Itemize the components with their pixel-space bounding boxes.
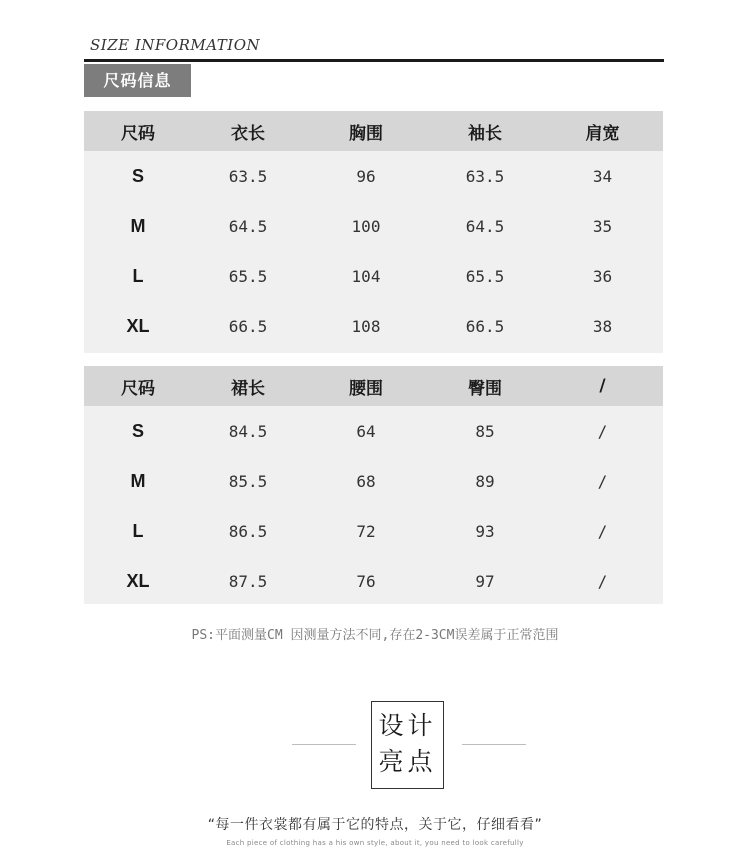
value-cell: 72 xyxy=(356,521,376,541)
header-cell: 尺码 xyxy=(121,378,155,399)
top-size-table-header xyxy=(84,111,663,151)
size-cell: L xyxy=(132,265,144,286)
value-cell: 86.5 xyxy=(228,521,268,541)
value-cell: 96 xyxy=(356,166,376,186)
value-cell: 64 xyxy=(356,421,376,441)
value-cell: 65.5 xyxy=(228,266,268,286)
english-tagline: Each piece of clothing has a his own style, about it, you need to look carefully xyxy=(226,839,524,847)
design-highlights-line1: 设计 xyxy=(378,711,437,740)
skirt-size-table xyxy=(84,366,663,604)
value-cell: 85.5 xyxy=(228,471,268,491)
value-cell: 93 xyxy=(475,521,495,541)
tagline-quote: “每一件衣裳都有属于它的特点，关于它，仔细看看” xyxy=(207,817,543,833)
decorative-divider-left xyxy=(292,744,356,745)
value-cell: 108 xyxy=(351,316,381,336)
size-cell: L xyxy=(132,520,144,541)
size-cell: S xyxy=(131,420,144,441)
table-row xyxy=(84,301,663,351)
table-row xyxy=(84,151,663,201)
value-cell: 97 xyxy=(475,571,495,591)
top-size-table xyxy=(84,111,663,353)
value-cell: 68 xyxy=(356,471,376,491)
value-cell: 63.5 xyxy=(228,166,268,186)
size-cell: XL xyxy=(126,570,150,591)
value-cell: / xyxy=(597,571,608,591)
value-cell: 64.5 xyxy=(465,216,505,236)
value-cell: 36 xyxy=(592,266,613,286)
header-cell: 袖长 xyxy=(468,123,502,144)
value-cell: 66.5 xyxy=(228,316,268,336)
value-cell: 35 xyxy=(592,216,613,236)
header-cell: 衣长 xyxy=(231,123,265,144)
value-cell: 66.5 xyxy=(465,316,505,336)
decorative-divider-right xyxy=(462,744,526,745)
value-cell: 104 xyxy=(351,266,381,286)
value-cell: 76 xyxy=(356,571,376,591)
value-cell: 64.5 xyxy=(228,216,268,236)
table-row xyxy=(84,506,663,556)
header-cell: 尺码 xyxy=(121,123,155,144)
value-cell: 38 xyxy=(592,316,613,336)
header-cell: 胸围 xyxy=(349,123,383,144)
design-highlights-box xyxy=(371,701,444,789)
header-cell: 裙长 xyxy=(231,378,265,399)
table-row xyxy=(84,556,663,606)
table-row xyxy=(84,456,663,506)
size-cell: M xyxy=(130,470,146,491)
size-info-tab-label: 尺码信息 xyxy=(84,64,191,97)
measurement-note: PS:平面测量CM 因测量方法不同,存在2-3CM误差属于正常范围 xyxy=(191,628,559,643)
value-cell: 87.5 xyxy=(228,571,268,591)
design-highlights-line2: 亮点 xyxy=(378,747,437,776)
header-cell: 腰围 xyxy=(349,378,383,399)
table-row xyxy=(84,406,663,456)
table-row xyxy=(84,201,663,251)
value-cell: 63.5 xyxy=(465,166,505,186)
size-information-heading: SIZE INFORMATION xyxy=(90,36,261,54)
size-cell: S xyxy=(131,165,144,186)
header-cell: / xyxy=(599,376,606,396)
size-cell: M xyxy=(130,215,146,236)
value-cell: 84.5 xyxy=(228,421,268,441)
value-cell: / xyxy=(597,521,608,541)
value-cell: 85 xyxy=(475,421,495,441)
header-divider xyxy=(84,59,664,62)
table-row xyxy=(84,251,663,301)
value-cell: 100 xyxy=(351,216,381,236)
value-cell: 65.5 xyxy=(465,266,505,286)
value-cell: 34 xyxy=(592,166,613,186)
header-cell: 臀围 xyxy=(468,378,502,399)
value-cell: / xyxy=(597,421,608,441)
skirt-size-table-header xyxy=(84,366,663,406)
header-cell: 肩宽 xyxy=(585,123,620,144)
value-cell: / xyxy=(597,471,608,491)
value-cell: 89 xyxy=(475,471,495,491)
size-cell: XL xyxy=(126,315,150,336)
